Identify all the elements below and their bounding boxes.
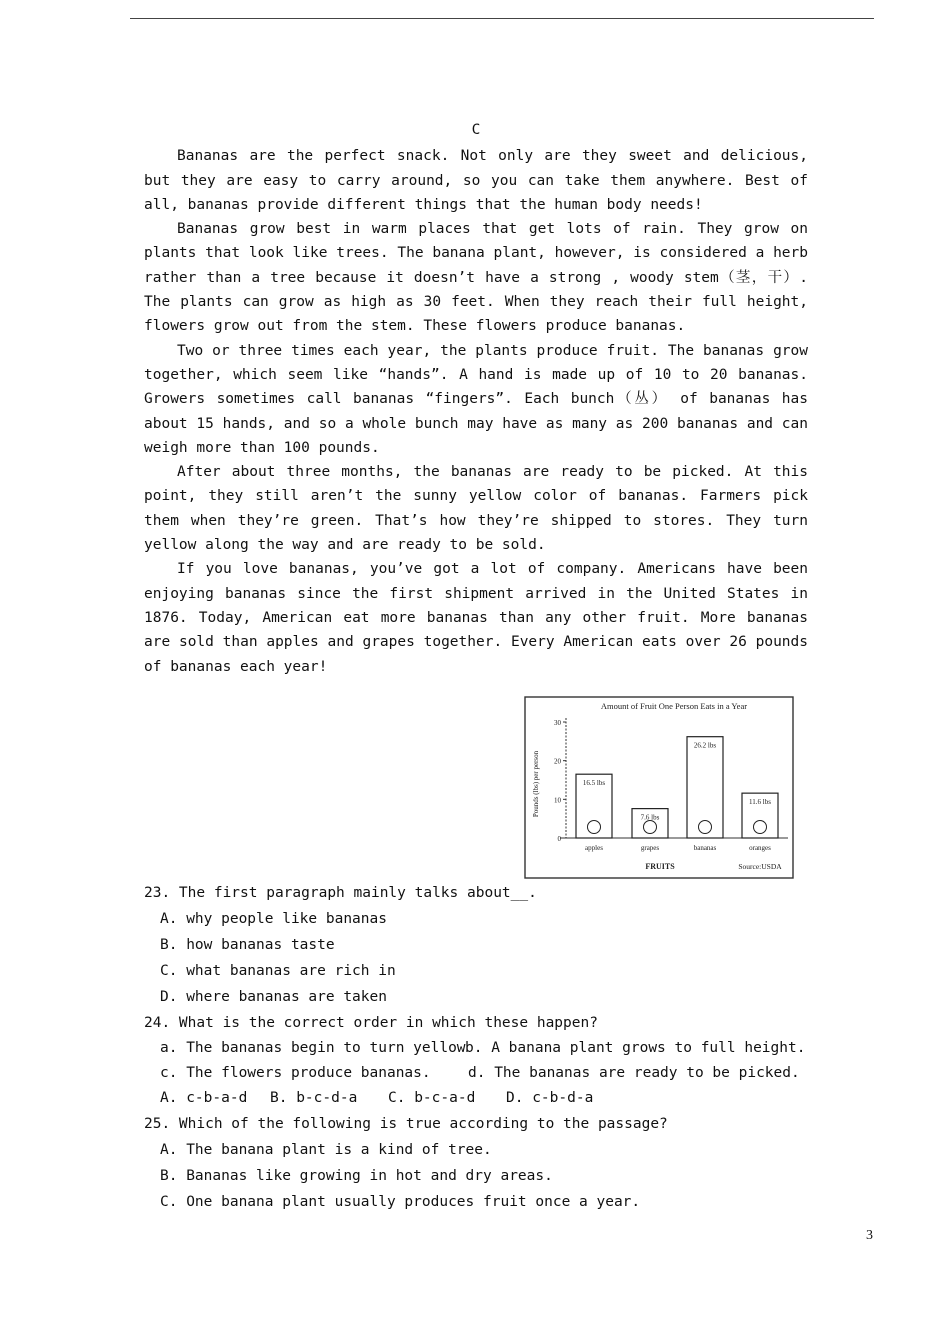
paragraph-2: Bananas grow best in warm places that get lots of rain. They grow on plants that look like trees. The banana plant, however, is considered a herb rather than a tree because it doesn’t have a strong , woody stem（茎，干）. The plants can grow as high as 30 feet. When they reach their full height, flowers grow out from the stem. These flowers produce bananas. — [144, 221, 808, 335]
q24-events-row-2 — [144, 1061, 824, 1086]
q24-option-b: B. b-c-d-a — [270, 1090, 358, 1106]
paragraph-1: Bananas are the perfect snack. Not only are they sweet and delicious, but they are easy to carry around, so you can take them anywhere. Best of all, bananas provide different things that the human body needs! — [144, 148, 808, 213]
section-letter: C — [471, 122, 481, 138]
q25-option-a: A. The banana plant is a kind of tree. — [160, 1142, 492, 1158]
q23-option-b: B. how bananas taste — [160, 937, 335, 953]
y-tick-label: 0 — [557, 835, 561, 843]
q23-option-c: C. what bananas are rich in — [160, 963, 396, 979]
q24-event-a: a. The bananas begin to turn yellow — [160, 1040, 466, 1056]
y-tick-label: 20 — [554, 757, 561, 766]
question-24-stem: 24. What is the correct order in which these happen? — [144, 1015, 598, 1031]
bar-value-label-bananas: 26.2 lbs — [693, 741, 717, 750]
header-rule — [130, 18, 874, 19]
reading-passage — [144, 118, 808, 679]
x-category-label-apples: apples — [585, 844, 603, 852]
q24-event-c: c. The flowers produce bananas. — [160, 1065, 431, 1081]
y-tick-label: 10 — [554, 796, 561, 805]
paragraph-3: Two or three times each year, the plants produce fruit. The bananas grow together, which seem like “hands”. A hand is made up of 10 to 20 bananas. Growers sometimes call bananas “fingers”. Each bunch（丛） of bananas has about 15 hands, and so a whole bunch may have as many as 200 bananas and can weigh more than 100 pounds. — [144, 342, 808, 456]
question-25-stem: 25. Which of the following is true according to the passage? — [144, 1116, 668, 1132]
x-category-label-oranges: oranges — [749, 844, 771, 852]
bar-value-label-oranges: 11.6 lbs — [749, 798, 771, 807]
bar-value-label-grapes: 7.6 lbs — [640, 813, 660, 822]
q24-option-c: C. b-c-a-d — [388, 1090, 476, 1106]
paragraph-5: If you love bananas, you’ve got a lot of company. Americans have been enjoying bananas since the first shipment arrived in the United States in 1876. Today, American eat more bananas than any other fruit. More bananas are sold than apples and grapes together. Every American eats over 26 pounds of bananas each year! — [144, 561, 808, 675]
fruit-consumption-chart — [524, 696, 794, 879]
q25-option-c: C. One banana plant usually produces fruit once a year. — [160, 1194, 641, 1210]
chart-title: Amount of Fruit One Person Eats in a Year — [600, 701, 748, 711]
bar-value-label-apples: 16.5 lbs — [582, 779, 606, 788]
chart-x-axis-label: FRUITS — [645, 862, 675, 871]
q24-events-row-1 — [144, 1036, 824, 1061]
paragraph-4: After about three months, the bananas are ready to be picked. At this point, they still aren’t the sunny yellow color of bananas. Farmers pick them when they’re green. That’s how they’re shipped to stores. They turn yellow along the way and are ready to be sold. — [144, 464, 808, 554]
chart-source: Source:USDA — [738, 862, 782, 871]
q24-option-d: D. c-b-d-a — [506, 1090, 594, 1106]
x-category-label-grapes: grapes — [640, 844, 660, 852]
chart-y-axis-label: Pounds (lbs) per person — [532, 750, 540, 818]
bar-bananas — [687, 737, 723, 838]
q24-event-b: b. A banana plant grows to full height. — [465, 1040, 806, 1056]
q23-option-a: A. why people like bananas — [160, 911, 387, 927]
question-23-stem: 23. The first paragraph mainly talks about__. — [144, 885, 537, 901]
x-category-label-bananas: bananas — [693, 844, 717, 852]
q23-option-d: D. where bananas are taken — [160, 989, 387, 1005]
q24-options-row — [144, 1086, 824, 1111]
q24-event-d: d. The bananas are ready to be picked. — [468, 1065, 800, 1081]
q24-option-a: A. c-b-a-d — [160, 1090, 248, 1106]
y-tick-label: 30 — [554, 719, 561, 727]
q25-option-b: B. Bananas like growing in hot and dry areas. — [160, 1168, 553, 1184]
questions-section — [144, 880, 824, 1215]
page-number: 3 — [866, 1228, 873, 1243]
